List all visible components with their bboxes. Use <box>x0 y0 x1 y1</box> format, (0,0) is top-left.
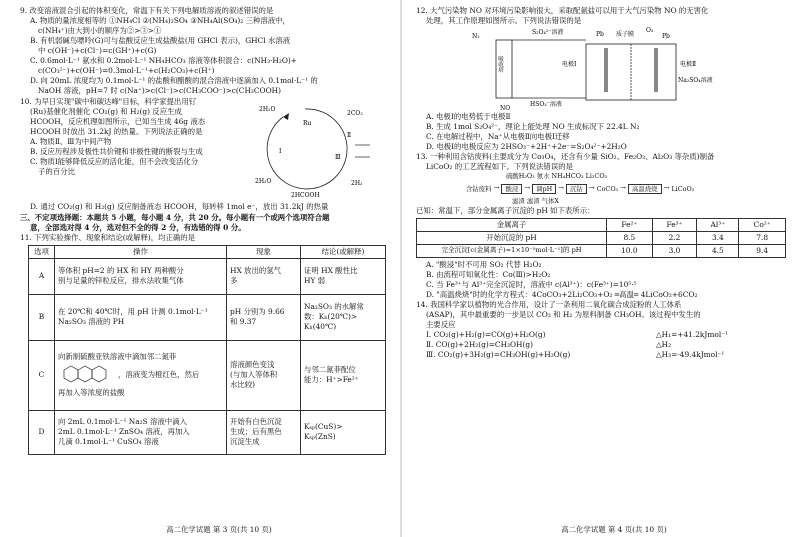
precipitation-ph-table <box>416 218 786 258</box>
page-divider <box>400 0 402 537</box>
table-row: C 向新制硫酸亚铁溶液中滴加邻二氮菲 ，溶液变为橙红色，然后 再加入等浓度的盐酸 溶液颜色变浅 (与加入等体积 水比较) 与邻二氮菲配位 能力：H⁺>Fe²⁺ <box>29 340 386 410</box>
table-row: D 向 2mL 0.1mol·L⁻¹ Na₂S 溶液中滴入 2mL 0.1mol·L⁻¹ ZnSO₄ 溶液，再加入 几滴 0.1mol·L⁻¹ CuSO₄ 溶液 开始有白色沉淀 生成；后有黑色 沉淀生成 Kₛₚ(CuS)> Kₛₚ(ZnS) <box>29 410 386 454</box>
absorber-label: 吸收塔 <box>497 55 503 73</box>
step-precipitate: 沉钴 <box>566 184 587 195</box>
label-II: Ⅱ <box>347 131 352 139</box>
step-calcine: 高温烧烧 <box>628 184 662 195</box>
pb-right-label: Pb <box>662 32 670 40</box>
pb-left-label: Pb <box>596 30 604 38</box>
question-11-table: 选项 操作 现象 结论(或解释) A 等体积 pH=2 的 HX 和 HY 两种酸分 别与足量的锌粒反应，排水法收集气体 HX 放出的氢气 多 证明 HX 酸性比 HY 弱 B 在 20℃和 40℃时，用 pH 计测 0.1mol·L⁻¹ Na₂SO₃ 溶液的 PH pH 分别为 9.66 和 9.37 Na₂SO₃ 的水解常 数：Kₕ(20℃)> Kₕ(40℃) C 向新制硫酸亚铁溶液中滴加邻二氮菲 ，溶液变为橙红色，然后 再加入等浓度的盐酸 溶液颜色变浅 (与加入等体积 水比较) 与邻二氮菲配位 能力：H⁺>Fe²⁺ D 向 2mL 0.1mol·L⁻¹ Na₂S 溶液中滴入 2mL 0.1mol·L⁻¹ ZnSO₄ 溶液，再加入 几滴 0.1mol·L⁻¹ CuSO₄ 溶液 开始有白色沉淀 生成；后有黑色 沉淀生成 Kₛₚ(CuS)> Kₛₚ(ZnS) <box>28 245 386 455</box>
table-row: 完全沉淀[c(金属离子)=1×10⁻⁵mol·L⁻¹]的 pH 10.0 3.0 4.5 9.4 <box>417 244 786 257</box>
h2o-top-label: 2H₂O <box>259 105 276 113</box>
no-label: NO <box>500 104 511 112</box>
label-III: Ⅲ <box>335 153 341 161</box>
table-row: A 等体积 pH=2 的 HX 和 HY 两种酸分 别与足量的锌粒反应，排水法收集气体 HX 放出的氢气 多 证明 HX 酸性比 HY 弱 <box>29 258 386 294</box>
question-12: 12. 大气污染物 NO 对环境污染影响很大，采取配氨盐可以用于大气污染物 NO 的无害化 处理，其工作原理如图所示。下列说法错误的是 <box>416 6 709 25</box>
co2-label: 2CO₂ <box>347 109 363 117</box>
question-14: 14. 我国科学家以植物的光合作用，设计了一条利用二氧化碳合成淀粉的人工体系 (ASAP)，其中最重要的一步是以 CO₂ 和 H₂ 为原料制备 CH₃OH。该过程中发生的 主要反应 Ⅰ. CO₂(g)+H₂(g)=CO(g)+H₂O(g) △H₁=+41.2kJmol⁻¹ Ⅱ. CO(g)+2H₂(g)=CH₃OH(g) △H₂ Ⅲ. CO₂(g)+3H₂(g)=CH₃OH(g)+H₂O(g) △H₃=-49.4kJmol⁻¹ <box>416 299 729 359</box>
question-13: 13. 一种利用含钴废料(主要成分为 Co₃O₄，还含有少量 SiO₂、Fe₂O₃、Al₂O₃ 等杂质)制备 LiCoO₂ 的工艺流程如下。下列说法错误的是 <box>416 151 715 171</box>
membrane-label: 质子膜 <box>616 30 635 38</box>
phenanthroline-structure-icon <box>58 362 118 388</box>
table-row: 开始沉淀的 pH 8.5 2.2 3.4 7.8 <box>417 231 786 244</box>
electrode-2-label: 电极Ⅱ <box>680 60 697 68</box>
ru-label: Ru <box>303 119 312 127</box>
s2o4-label: S₂O₄²⁻溶液 <box>532 28 564 36</box>
h2-label: 2H₂ <box>351 179 363 187</box>
reaction-mechanism-diagram <box>235 97 385 201</box>
h2o-bottom-label: 2H₂O <box>255 177 272 185</box>
question-9: 9. 改变溶液混合引起的体积变化，常温下有关下列电解质溶液的叙述错误的是 A. 物质的量浓度相等的 ①NH₄Cl ②(NH₄)₂SO₄ ③NH₄Al(SO₄)₂ 三种溶液中， c(NH₄⁺)由大到小的顺序为②>③>① B. 有机弱碱鸟嘌呤(G)可与盐酸反应生成盐酸盐(用 GHCl 表示)，GHCl 水溶液 中 c(OH⁻)+c(Cl⁻)=c(GH⁺)+c(G) C. 0.6mol·L⁻¹ 氨水和 0.2mol·L⁻¹ NH₄HCO₃ 溶液等体积混合：c(NH₃·H₂O)+ c(CO₃²⁻)+c(OH⁻)=0.3mol·L⁻¹+c(H₂CO₃)+c(H⁺) D. 向 20mL 浓度均为 0.1mol·L⁻¹ 的盐酸和醋酸的混合溶液中逐滴加入 0.1mol·L⁻¹ 的 NaOH 溶液，pH=7 时 c(Na⁺)>c(Cl⁻)>c(CH₃COO⁻)>c(CH₃COOH) <box>20 6 318 95</box>
section-3-header: 三、不定项选择题：本题共 5 小题，每小题 4 分，共 20 分。每小题有一个或两个选项符合题 意，全部选对得 4 分，选对但不全的得 2 分，有选错的得 0 分。 <box>20 212 330 232</box>
question-11-title: 11. 下列实验操作、现象和结论(或解释)，均正确的是 <box>20 232 196 242</box>
table-row: 金属离子 Fe²⁺ Fe³⁺ Al³⁺ Co²⁺ <box>417 218 786 231</box>
left-page <box>0 0 398 537</box>
na2so4-label: Na₂SO₄溶液 <box>678 76 713 84</box>
known-condition: 已知：常温下，部分金属离子沉淀的 pH 如下表所示： <box>416 205 595 215</box>
hso3-label: HSO₃⁻溶液 <box>530 100 562 108</box>
right-page <box>404 0 800 537</box>
question-10: 10. 为早日实现"碳中和碳达峰"目标，科学家提出用钌 (Ru)基催化剂催化 CO₂(g) 和 H₂(g) 反应生成 HCOOH，反应机理如图所示，已知当生成 46g 液态 HCOOH 时放出 31.2kJ 的热量。下列说法正确的是 A. 物质Ⅱ、Ⅲ为中间产物 B. 反应历程涉及极性共价键和非极性键的断裂与生成 C. 物质Ⅰ能够降低反应的活化能，但不会改变活化分 子的百分比 2H₂O 2CO₂ Ru Ⅰ Ⅱ Ⅲ 2HCOOH 2H₂O 2H₂ D. 通过 CO₂(g) 和 H₂(g) 反应制备液态 HCOOH，每转移 1mol e⁻，放出 31.2kJ 的热量 <box>20 97 390 213</box>
page-footer-right: 高二化学试题 第 4 页(共 10 页) <box>561 525 667 535</box>
hcooh-label: 2HCOOH <box>291 191 320 199</box>
step-acid-leach: 酸浸 <box>501 184 522 195</box>
label-I: Ⅰ <box>279 147 282 155</box>
o2-label: O₂ <box>646 26 654 34</box>
electrode-1-label: 电极Ⅰ <box>562 60 577 68</box>
step-adjust-ph: 调pH <box>532 184 556 195</box>
table-row: B 在 20℃和 40℃时，用 pH 计测 0.1mol·L⁻¹ Na₂SO₃ 溶液的 PH pH 分别为 9.66 和 9.37 Na₂SO₃ 的水解常 数：Kₕ(20℃)> Kₕ(40℃) <box>29 294 386 340</box>
question-13-options: A. "酸浸"时不可用 SO₂ 代替 H₂O₂ B. 由流程可知氧化性：Co(Ⅲ)>H₂O₂ C. 当 Fe³⁺与 Al³⁺完全沉淀时，溶液中 c(Al³⁺)：c(Fe³⁺)=10⁵·⁵ D. "高温烧烧"时的化学方程式：4CoCO₃+2Li₂CO₃+O₂ ═高温═ 4LiCoO₂+6CO₂ <box>426 259 698 299</box>
n2-label: N₂ <box>472 32 480 40</box>
process-flow: 硫酸H₂O₂ 氨水 NH₄HCO₃ Li₂CO₃ 含钴废料 → 酸浸 → 调pH → 沉钴 → CoCO₃ → 高温烧烧 → LiCoO₂ 滤渣 滤渣 气体X <box>466 171 695 206</box>
electrolysis-diagram <box>466 26 766 112</box>
page-footer-left: 高二化学试题 第 3 页(共 10 页) <box>166 525 272 535</box>
question-12-options: A. 电极Ⅰ的电势低于电极Ⅱ B. 生成 1mol S₂O₄²⁻，理论上能处理 NO 生成标况下 22.4L N₂ C. 在电解过程中，Na⁺从电极Ⅱ向电极Ⅰ迁移 D. 电极Ⅰ的电极反应为 2HSO₃⁻+2H⁺+2e⁻=S₂O₄²⁻+2H₂O <box>426 111 640 151</box>
